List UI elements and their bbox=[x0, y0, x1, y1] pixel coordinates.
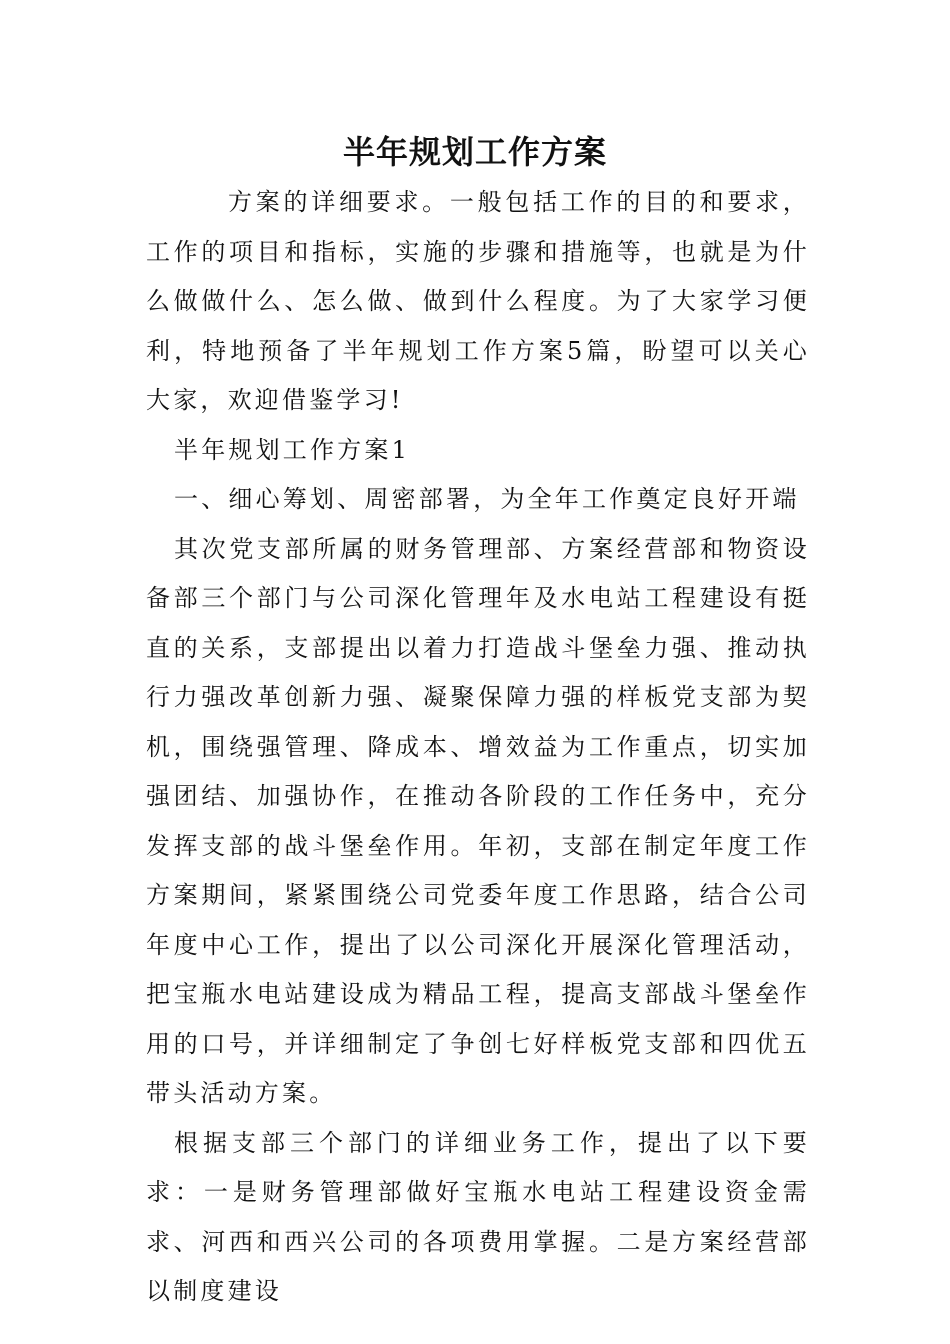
intro-paragraph: 方案的详细要求。一般包括工作的目的和要求，工作的项目和指标，实施的步骤和措施等，也就是为什么做做什么、怎么做、做到什么程度。为了大家学习便利，特地预备了半年规划工作方案5篇，盼望可以关心大家，欢迎借鉴学习! bbox=[146, 188, 810, 414]
subsection-heading: 一、细心筹划、周密部署，为全年工作奠定良好开端 bbox=[174, 485, 800, 513]
section-heading: 半年规划工作方案1 bbox=[174, 435, 411, 464]
body-paragraph: 根据支部三个部门的详细业务工作，提出了以下要求：一是财务管理部做好宝瓶水电站工程建设资金需求、河西和西兴公司的各项费用掌握。二是方案经营部以制度建设 bbox=[146, 1128, 810, 1305]
body-paragraph: 其次党支部所属的财务管理部、方案经营部和物资设备部三个部门与公司深化管理年及水电站工程建设有挺直的关系，支部提出以着力打造战斗堡垒力强、推动执行力强改革创新力强、凝聚保障力强的样板党支部为契机，围绕强管理、降成本、增效益为工作重点，切实加强团结、加强协作，在推动各阶段的工作任务中，充分发挥支部的战斗堡垒作用。年初，支部在制定年度工作方案期间，紧紧围绕公司党委年度工作思路，结合公司年度中心工作，提出了以公司深化开展深化管理活动，把宝瓶水电站建设成为精品工程，提高支部战斗堡垒作用的口号，并详细制定了争创七好样板党支部和四优五带头活动方案。 bbox=[146, 534, 810, 1107]
document-body bbox=[146, 178, 810, 1317]
document-title: 半年规划工作方案 bbox=[342, 133, 607, 171]
